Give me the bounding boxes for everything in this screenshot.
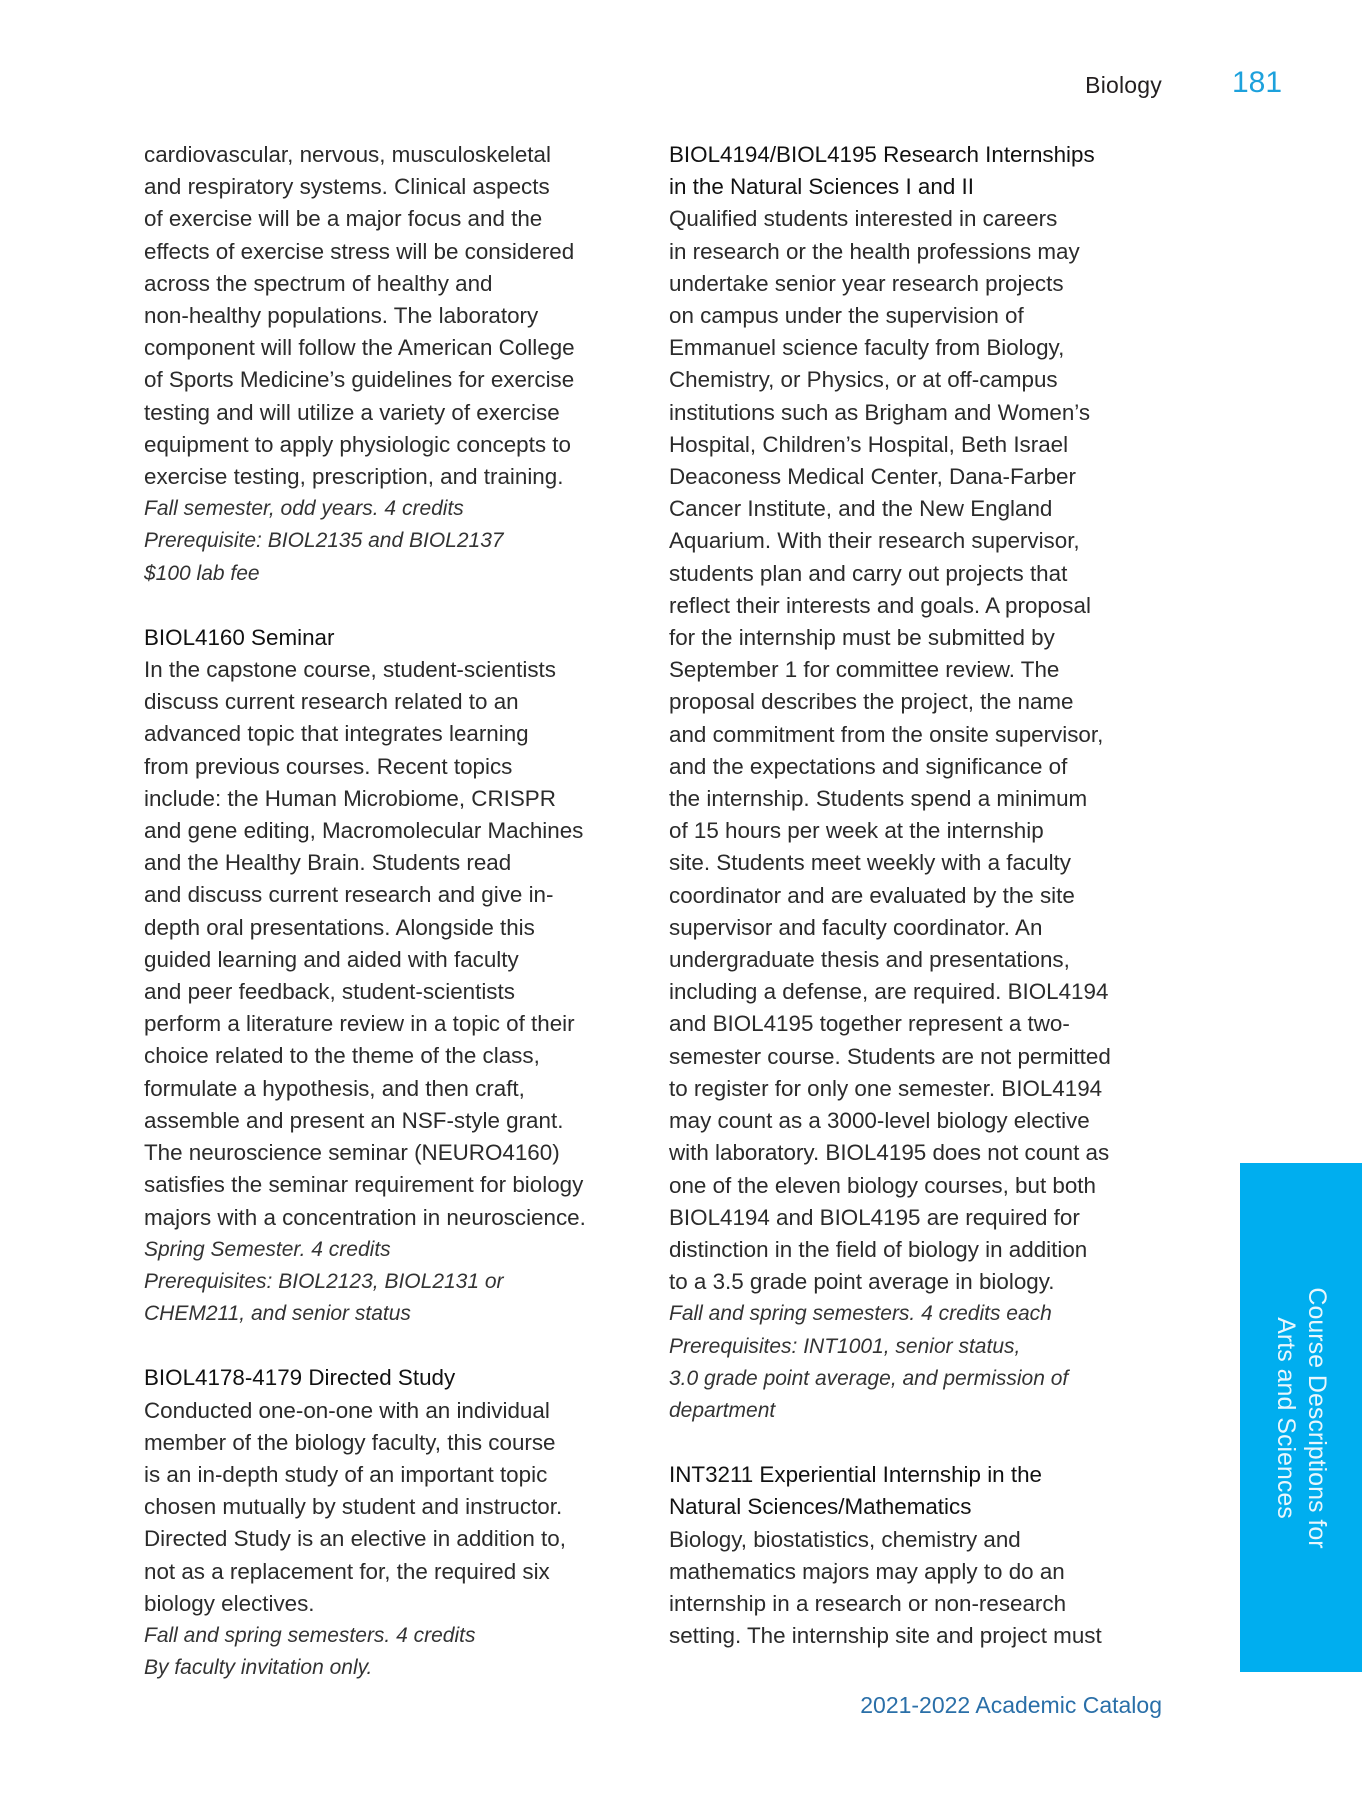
text-line: setting. The internship site and project must <box>669 1623 1102 1649</box>
text-line: include: the Human Microbiome, CRISPR <box>144 785 556 811</box>
text-line: satisfies the seminar requirement for biology <box>144 1172 584 1198</box>
text-line: depth oral presentations. Alongside this <box>144 914 535 940</box>
text-line: In the capstone course, student-scientists <box>144 657 556 683</box>
text-line: BIOL4160 Seminar <box>144 624 335 650</box>
text-line: and BIOL4195 together represent a two- <box>669 1011 1070 1037</box>
course-meta <box>669 1298 1179 1427</box>
text-line: INT3211 Experiential Internship in the <box>669 1462 1042 1488</box>
side-tab-line: Arts and Sciences <box>1272 1316 1300 1519</box>
course-spacer <box>144 1330 664 1362</box>
text-line: Prerequisites: BIOL2123, BIOL2131 or <box>144 1269 504 1293</box>
text-line: Conducted one-on-one with an individual <box>144 1397 550 1423</box>
text-line: Aquarium. With their research supervisor, <box>669 528 1080 554</box>
text-line: institutions such as Brigham and Women’s <box>669 399 1091 425</box>
course-description <box>669 203 1179 1298</box>
text-line: Fall and spring semesters. 4 credits <box>144 1623 476 1647</box>
text-line: and peer feedback, student-scientists <box>144 979 515 1005</box>
text-line: reflect their interests and goals. A proposal <box>669 592 1091 618</box>
text-line: September 1 for committee review. The <box>669 657 1060 683</box>
course-heading <box>669 1459 1179 1523</box>
text-line: perform a literature review in a topic of their <box>144 1011 575 1037</box>
text-line: across the spectrum of healthy and <box>144 270 493 296</box>
text-line: and the Healthy Brain. Students read <box>144 850 512 876</box>
text-line: and discuss current research and give in- <box>144 882 554 908</box>
text-line: choice related to the theme of the class, <box>144 1043 540 1069</box>
text-line: semester course. Students are not permitted <box>669 1043 1111 1069</box>
left-course-list <box>144 590 664 1685</box>
text-line: component will follow the American College <box>144 335 575 361</box>
side-tab-label <box>1270 1287 1332 1548</box>
text-line: supervisor and faculty coordinator. An <box>669 914 1043 940</box>
text-line: biology electives. <box>144 1590 315 1616</box>
section-side-tab[interactable] <box>1240 1163 1362 1672</box>
text-line: chosen mutually by student and instructor. <box>144 1494 563 1520</box>
course-heading <box>144 1362 664 1394</box>
text-line: students plan and carry out projects that <box>669 560 1068 586</box>
text-line: from previous courses. Recent topics <box>144 753 513 779</box>
text-line: member of the biology faculty, this course <box>144 1429 556 1455</box>
text-line: formulate a hypothesis, and then craft, <box>144 1075 525 1101</box>
course-spacer <box>144 590 664 622</box>
course-description <box>669 1524 1179 1653</box>
text-line: one of the eleven biology courses, but both <box>669 1172 1096 1198</box>
text-line: cardiovascular, nervous, musculoskeletal <box>144 142 551 167</box>
text-line: to a 3.5 grade point average in biology. <box>669 1269 1055 1295</box>
text-line: Directed Study is an elective in addition to, <box>144 1526 566 1552</box>
text-line: Biology, biostatistics, chemistry and <box>669 1526 1021 1552</box>
continued-course-meta <box>144 493 664 590</box>
text-line: coordinator and are evaluated by the site <box>669 882 1075 908</box>
text-line: in the Natural Sciences I and II <box>669 174 974 200</box>
text-line: The neuroscience seminar (NEURO4160) <box>144 1140 560 1166</box>
text-line: may count as a 3000-level biology elective <box>669 1108 1090 1134</box>
text-line: the internship. Students spend a minimum <box>669 786 1088 812</box>
text-line: equipment to apply physiologic concepts to <box>144 431 571 457</box>
text-line: on campus under the supervision of <box>669 303 1024 329</box>
course-entry <box>144 1362 664 1684</box>
text-line: effects of exercise stress will be considered <box>144 238 575 264</box>
right-column <box>669 139 1179 1652</box>
text-line: assemble and present an NSF-style grant. <box>144 1107 564 1133</box>
text-line: Prerequisite: BIOL2135 and BIOL2137 <box>144 529 504 553</box>
text-line: proposal describes the project, the name <box>669 689 1074 715</box>
text-line: CHEM211, and senior status <box>144 1302 411 1326</box>
text-line: and gene editing, Macromolecular Machines <box>144 818 584 844</box>
text-line: guided learning and aided with faculty <box>144 946 519 972</box>
side-tab-line: Course Descriptions for <box>1303 1286 1331 1549</box>
text-line: distinction in the field of biology in addition <box>669 1236 1088 1262</box>
text-line: By faculty invitation only. <box>144 1656 373 1680</box>
text-line: discuss current research related to an <box>144 689 519 715</box>
text-line: internship in a research or non-research <box>669 1590 1067 1616</box>
text-line: of 15 hours per week at the internship <box>669 818 1044 844</box>
continued-description <box>144 139 664 493</box>
text-line: Natural Sciences/Mathematics <box>669 1494 972 1520</box>
text-line: Spring Semester. 4 credits <box>144 1237 391 1261</box>
course-heading <box>144 622 664 654</box>
course-meta <box>144 1234 664 1331</box>
text-line: non-healthy populations. The laboratory <box>144 303 539 329</box>
course-spacer <box>669 1427 1179 1459</box>
text-line: to register for only one semester. BIOL4194 <box>669 1075 1103 1101</box>
text-line: of Sports Medicine’s guidelines for exercise <box>144 367 575 393</box>
text-line: testing and will utilize a variety of exercise <box>144 399 560 425</box>
page-number: 181 <box>1232 66 1283 99</box>
text-line: with laboratory. BIOL4195 does not count as <box>669 1140 1110 1166</box>
text-line: BIOL4194/BIOL4195 Research Internships <box>669 142 1095 167</box>
course-heading <box>669 139 1179 203</box>
course-entry <box>144 622 664 1330</box>
text-line: in research or the health professions may <box>669 238 1080 264</box>
text-line: 3.0 grade point average, and permission of <box>669 1366 1069 1390</box>
text-line: mathematics majors may apply to do an <box>669 1558 1065 1584</box>
catalog-footer: 2021-2022 Academic Catalog <box>860 1692 1162 1718</box>
course-entry <box>669 139 1179 1427</box>
text-line: undertake senior year research projects <box>669 270 1064 296</box>
text-line: Fall and spring semesters. 4 credits each <box>669 1302 1052 1326</box>
running-head <box>0 66 1362 110</box>
text-line: department <box>669 1398 776 1422</box>
text-line: BIOL4178-4179 Directed Study <box>144 1365 456 1391</box>
text-line: is an in-depth study of an important topic <box>144 1461 548 1487</box>
text-line: Chemistry, or Physics, or at off-campus <box>669 367 1058 393</box>
text-line: $100 lab fee <box>144 561 260 585</box>
course-description <box>144 654 664 1234</box>
text-line: and respiratory systems. Clinical aspects <box>144 174 550 200</box>
left-column <box>144 139 664 1684</box>
text-line: Emmanuel science faculty from Biology, <box>669 335 1065 361</box>
section-title: Biology <box>1085 72 1162 98</box>
text-line: for the internship must be submitted by <box>669 625 1055 651</box>
text-line: BIOL4194 and BIOL4195 are required for <box>669 1204 1080 1230</box>
text-line: exercise testing, prescription, and training. <box>144 464 564 490</box>
text-line: including a defense, are required. BIOL4194 <box>669 979 1109 1005</box>
course-meta <box>144 1620 664 1684</box>
text-line: advanced topic that integrates learning <box>144 721 529 747</box>
text-line: and commitment from the onsite supervisor, <box>669 721 1104 747</box>
text-line: Fall semester, odd years. 4 credits <box>144 497 464 521</box>
text-line: site. Students meet weekly with a faculty <box>669 850 1071 876</box>
text-line: Cancer Institute, and the New England <box>669 496 1053 522</box>
course-entry <box>669 1459 1179 1652</box>
text-line: of exercise will be a major focus and the <box>144 206 543 232</box>
text-line: Prerequisites: INT1001, senior status, <box>669 1334 1021 1358</box>
text-line: Deaconess Medical Center, Dana-Farber <box>669 464 1076 490</box>
text-line: undergraduate thesis and presentations, <box>669 947 1070 973</box>
text-line: not as a replacement for, the required six <box>144 1558 550 1584</box>
text-line: majors with a concentration in neuroscience. <box>144 1204 586 1230</box>
text-line: Qualified students interested in careers <box>669 206 1058 232</box>
text-line: Hospital, Children’s Hospital, Beth Israel <box>669 431 1069 457</box>
text-line: and the expectations and significance of <box>669 753 1068 779</box>
course-description <box>144 1395 664 1620</box>
right-course-list <box>669 139 1179 1652</box>
